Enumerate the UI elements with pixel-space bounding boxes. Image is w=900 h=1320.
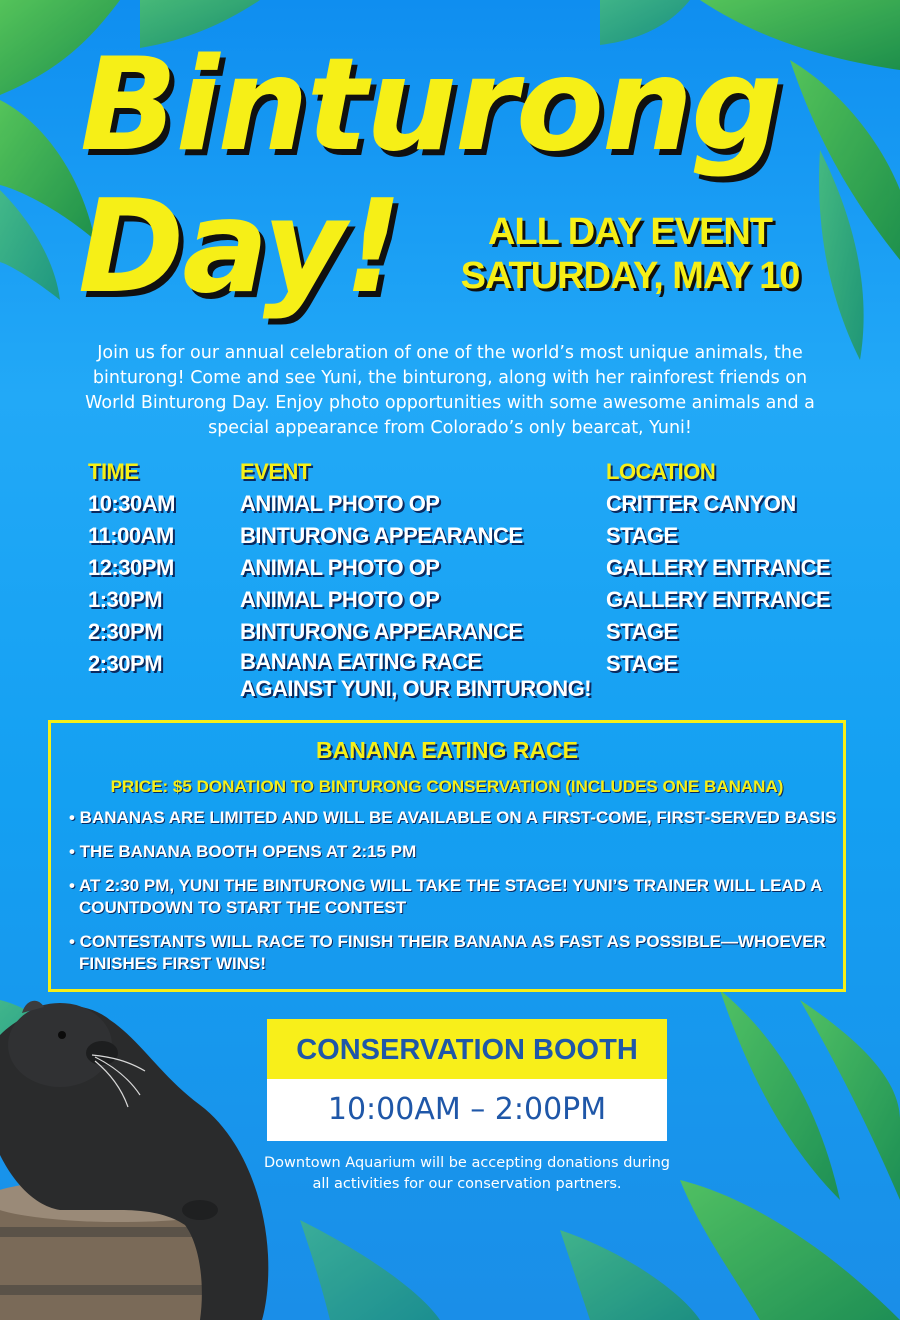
banana-race-box [48, 720, 846, 992]
schedule-location: STAGE [606, 619, 678, 644]
conservation-booth-note: Downtown Aquarium will be accepting donations during all activities for our conservation partners. [264, 1155, 670, 1192]
page-title-line-2: Day! [78, 173, 401, 322]
schedule-time: 1:30PM [88, 587, 163, 612]
race-rule: • AT 2:30 PM, YUNI THE BINTURONG WILL TAKE THE STAGE! YUNI’S TRAINER WILL LEAD A COUNTDOWN TO START THE CONTEST [69, 876, 822, 917]
schedule-location: STAGE [606, 523, 678, 548]
race-rules-list [69, 807, 839, 987]
schedule-event: ANIMAL PHOTO OP [240, 555, 440, 580]
event-duration: ALL DAY EVENT [487, 211, 773, 253]
race-rule: • CONTESTANTS WILL RACE TO FINISH THEIR BANANA AS FAST AS POSSIBLE—WHOEVER FINISHES FIRST WINS! [69, 932, 826, 973]
schedule-header-event: EVENT [240, 459, 311, 484]
schedule-event [240, 648, 606, 702]
schedule-row [88, 648, 848, 702]
schedule-row [88, 616, 848, 648]
schedule-event: ANIMAL PHOTO OP [240, 491, 440, 516]
schedule-row [88, 584, 848, 616]
race-rule: • THE BANANA BOOTH OPENS AT 2:15 PM [69, 842, 417, 861]
schedule-time: 11:00AM [88, 523, 174, 548]
race-price: PRICE: $5 DONATION TO BINTURONG CONSERVATION (INCLUDES ONE BANANA) [110, 777, 784, 796]
schedule-row [88, 552, 848, 584]
schedule-header-time: TIME [88, 459, 139, 484]
race-rule: • BANANAS ARE LIMITED AND WILL BE AVAILABLE ON A FIRST-COME, FIRST-SERVED BASIS [69, 808, 837, 827]
schedule-event: BINTURONG APPEARANCE [240, 523, 523, 548]
event-info [450, 210, 810, 298]
event-date: SATURDAY, MAY 10 [460, 255, 800, 297]
schedule-row [88, 520, 848, 552]
schedule-location: CRITTER CANYON [606, 491, 796, 516]
race-title: BANANA EATING RACE [316, 737, 578, 763]
schedule-time: 12:30PM [88, 555, 174, 580]
schedule-location: GALLERY ENTRANCE [606, 555, 831, 580]
intro-paragraph: Join us for our annual celebration of one of the world’s most unique animals, the binturong! Come and see Yuni, the binturong, along with her rainforest friends on World Binturong Day. Enjoy photo opportunities with some awesome animals and a special appearance from Colorado’s only bearcat, Yuni! [85, 343, 815, 438]
schedule-location: GALLERY ENTRANCE [606, 587, 831, 612]
schedule-event-line-1: BANANA EATING RACE [240, 649, 482, 674]
page-title-line-1: Binturong [80, 31, 781, 180]
schedule-header-location: LOCATION [606, 459, 716, 484]
schedule-location: STAGE [606, 651, 678, 676]
schedule-table [88, 456, 848, 702]
schedule-header-row [88, 456, 848, 488]
schedule-event-line-2: AGAINST YUNI, OUR BINTURONG! [240, 676, 592, 701]
schedule-time: 2:30PM [88, 619, 163, 644]
schedule-time: 10:30AM [88, 491, 175, 516]
schedule-row [88, 488, 848, 520]
binturong-photo [0, 995, 290, 1320]
schedule-event: BINTURONG APPEARANCE [240, 619, 523, 644]
schedule-time: 2:30PM [88, 651, 163, 676]
conservation-booth-title: CONSERVATION BOOTH [267, 1019, 667, 1079]
schedule-event: ANIMAL PHOTO OP [240, 587, 440, 612]
conservation-booth-hours: 10:00AM – 2:00PM [267, 1079, 667, 1141]
